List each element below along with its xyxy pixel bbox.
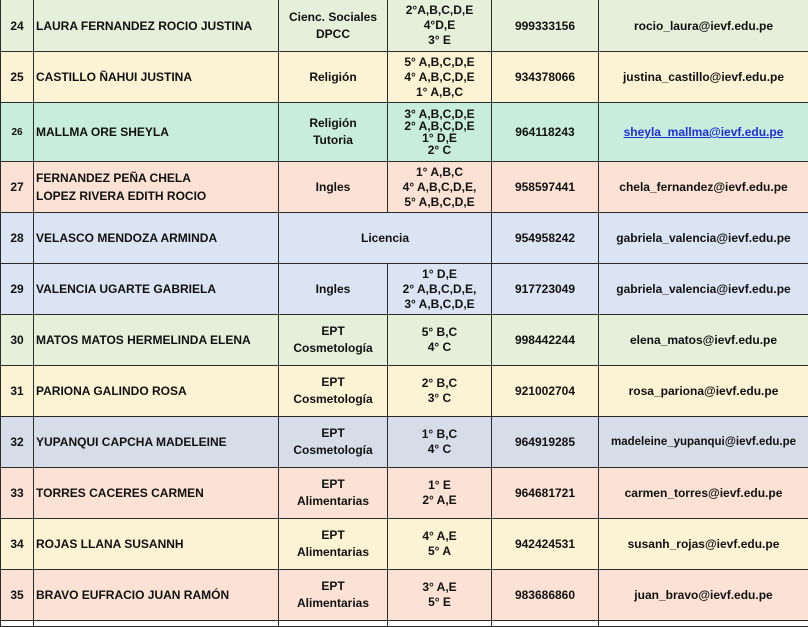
email-address: chela_fernandez@ievf.edu.pe <box>599 162 808 213</box>
row-number: 32 <box>1 417 34 468</box>
row-number: 25 <box>1 52 34 103</box>
phone-number: 917723049 <box>492 264 599 315</box>
teacher-name: TORRES CACERES CARMEN <box>34 468 279 519</box>
phone-number: 983686860 <box>492 570 599 621</box>
email-address: rosa_pariona@ievf.edu.pe <box>599 366 808 417</box>
email-address: elena_matos@ievf.edu.pe <box>599 315 808 366</box>
subject-area <box>279 162 388 213</box>
grade-line: 4° A,E <box>390 529 489 544</box>
grade-line: 2° C <box>390 144 489 156</box>
leave-status: Licencia <box>279 213 492 264</box>
table-row <box>1 366 808 417</box>
row-number: 35 <box>1 570 34 621</box>
subject-line: Cosmetología <box>281 340 385 357</box>
subject-line: Cosmetología <box>281 442 385 459</box>
teacher-name: VALENCIA UGARTE GABRIELA <box>34 264 279 315</box>
subject-area <box>279 366 388 417</box>
email-cell <box>599 103 808 162</box>
grade-sections <box>388 315 492 366</box>
email-address: madeleine_yupanqui@ievf.edu.pe <box>599 417 808 468</box>
table-row <box>1 264 808 315</box>
row-number: 29 <box>1 264 34 315</box>
teacher-name: VELASCO MENDOZA ARMINDA <box>34 213 279 264</box>
phone-number: 999333156 <box>492 0 599 52</box>
subject-line: Ingles <box>281 281 385 298</box>
grade-sections <box>388 417 492 468</box>
subject-line: DPCC <box>281 26 385 43</box>
subject-area <box>279 468 388 519</box>
subject-line: EPT <box>281 527 385 544</box>
email-address: carmen_torres@ievf.edu.pe <box>599 468 808 519</box>
subject-area <box>279 0 388 52</box>
grade-sections <box>388 103 492 162</box>
row-number: 33 <box>1 468 34 519</box>
grade-line: 5° B,C <box>390 325 489 340</box>
grade-sections <box>388 366 492 417</box>
subject-area <box>279 417 388 468</box>
teacher-name: YUPANQUI CAPCHA MADELEINE <box>34 417 279 468</box>
table-row <box>1 213 808 264</box>
grade-sections <box>388 264 492 315</box>
grade-sections <box>388 162 492 213</box>
teacher-name: BRAVO EUFRACIO JUAN RAMÓN <box>34 570 279 621</box>
teacher-name: FERNANDEZ PEÑA CHELA <box>36 169 276 187</box>
grade-line: 5° E <box>390 595 489 610</box>
row-number: 28 <box>1 213 34 264</box>
subject-line: Alimentarias <box>281 595 385 612</box>
table-row <box>1 52 808 103</box>
grade-sections <box>388 0 492 52</box>
phone-number: 954958242 <box>492 213 599 264</box>
row-number: 30 <box>1 315 34 366</box>
row-number: 27 <box>1 162 34 213</box>
table-row <box>1 103 808 162</box>
teacher-name: MATOS MATOS HERMELINDA ELENA <box>34 315 279 366</box>
grade-line: 3° A,E <box>390 580 489 595</box>
subject-line: Cienc. Sociales <box>281 9 385 26</box>
table-row <box>1 519 808 570</box>
email-address: susanh_rojas@ievf.edu.pe <box>599 519 808 570</box>
subject-line: Alimentarias <box>281 493 385 510</box>
subject-line: EPT <box>281 578 385 595</box>
table-row <box>1 468 808 519</box>
email-link[interactable]: sheyla_mallma@ievf.edu.pe <box>624 125 784 139</box>
phone-number: 964919285 <box>492 417 599 468</box>
grade-line: 2° B,C <box>390 376 489 391</box>
grade-line: 3° A,B,C,D,E <box>390 108 489 120</box>
grade-sections <box>388 468 492 519</box>
grade-line: 3° E <box>390 33 489 48</box>
grade-line: 1° A,B,C <box>390 85 489 100</box>
teacher-name: CASTILLO ÑAHUI JUSTINA <box>34 52 279 103</box>
teacher-name: LAURA FERNANDEZ ROCIO JUSTINA <box>34 0 279 52</box>
subject-line: Alimentarias <box>281 544 385 561</box>
subject-area <box>279 52 388 103</box>
grade-line: 5° A,B,C,D,E <box>390 55 489 70</box>
grade-line: 4°D,E <box>390 18 489 33</box>
email-address: justina_castillo@ievf.edu.pe <box>599 52 808 103</box>
subject-area <box>279 570 388 621</box>
subject-area <box>279 264 388 315</box>
teacher-name: LOPEZ RIVERA EDITH ROCIO <box>36 187 276 205</box>
grade-line: 4° C <box>390 340 489 355</box>
grade-line: 2° A,B,C,D,E <box>390 120 489 132</box>
grade-sections <box>388 570 492 621</box>
phone-number: 964118243 <box>492 103 599 162</box>
teacher-name: MALLMA ORE SHEYLA <box>34 103 279 162</box>
grade-sections <box>388 519 492 570</box>
email-address: juan_bravo@ievf.edu.pe <box>599 570 808 621</box>
grade-line: 4° A,B,C,D,E <box>390 70 489 85</box>
grade-line: 3° A,B,C,D,E <box>390 297 489 312</box>
subject-line: EPT <box>281 425 385 442</box>
grade-line: 1° D,E <box>390 267 489 282</box>
grade-line: 5° A,B,C,D,E <box>390 195 489 210</box>
subject-area <box>279 315 388 366</box>
grade-line: 5° A <box>390 544 489 559</box>
table-row <box>1 315 808 366</box>
row-number: 26 <box>1 103 34 162</box>
teacher-name: ROJAS LLANA SUSANNH <box>34 519 279 570</box>
subject-line: Religión <box>281 69 385 86</box>
grade-line: 4° C <box>390 442 489 457</box>
phone-number: 964681721 <box>492 468 599 519</box>
table-row <box>1 417 808 468</box>
table-row <box>1 0 808 52</box>
table-row <box>1 570 808 621</box>
subject-area <box>279 519 388 570</box>
grade-line: 2° A,E <box>390 493 489 508</box>
row-number: 31 <box>1 366 34 417</box>
email-address: gabriela_valencia@ievf.edu.pe <box>599 213 808 264</box>
phone-number: 958597441 <box>492 162 599 213</box>
grade-line: 4° A,B,C,D,E, <box>390 180 489 195</box>
subject-line: Ingles <box>281 179 385 196</box>
grade-line: 1° E <box>390 478 489 493</box>
subject-line: EPT <box>281 374 385 391</box>
subject-area <box>279 103 388 162</box>
row-number: 34 <box>1 519 34 570</box>
grade-line: 2°A,B,C,D,E <box>390 3 489 18</box>
phone-number: 934378066 <box>492 52 599 103</box>
email-address: gabriela_valencia@ievf.edu.pe <box>599 264 808 315</box>
subject-line: Religión <box>281 115 385 132</box>
grade-line: 1° D,E <box>390 132 489 144</box>
phone-number: 921002704 <box>492 366 599 417</box>
teacher-name: PARIONA GALINDO ROSA <box>34 366 279 417</box>
table-row <box>1 162 808 213</box>
subject-line: EPT <box>281 323 385 340</box>
subject-line: Cosmetología <box>281 391 385 408</box>
grade-line: 2° A,B,C,D,E, <box>390 282 489 297</box>
grade-line: 3° C <box>390 391 489 406</box>
teacher-names <box>34 162 279 213</box>
email-address: rocio_laura@ievf.edu.pe <box>599 0 808 52</box>
phone-number: 998442244 <box>492 315 599 366</box>
grade-line: 1° A,B,C <box>390 165 489 180</box>
phone-number: 942424531 <box>492 519 599 570</box>
row-number: 24 <box>1 0 34 52</box>
grade-sections <box>388 52 492 103</box>
grade-line: 1° B,C <box>390 427 489 442</box>
subject-line: EPT <box>281 476 385 493</box>
subject-line: Tutoria <box>281 132 385 149</box>
